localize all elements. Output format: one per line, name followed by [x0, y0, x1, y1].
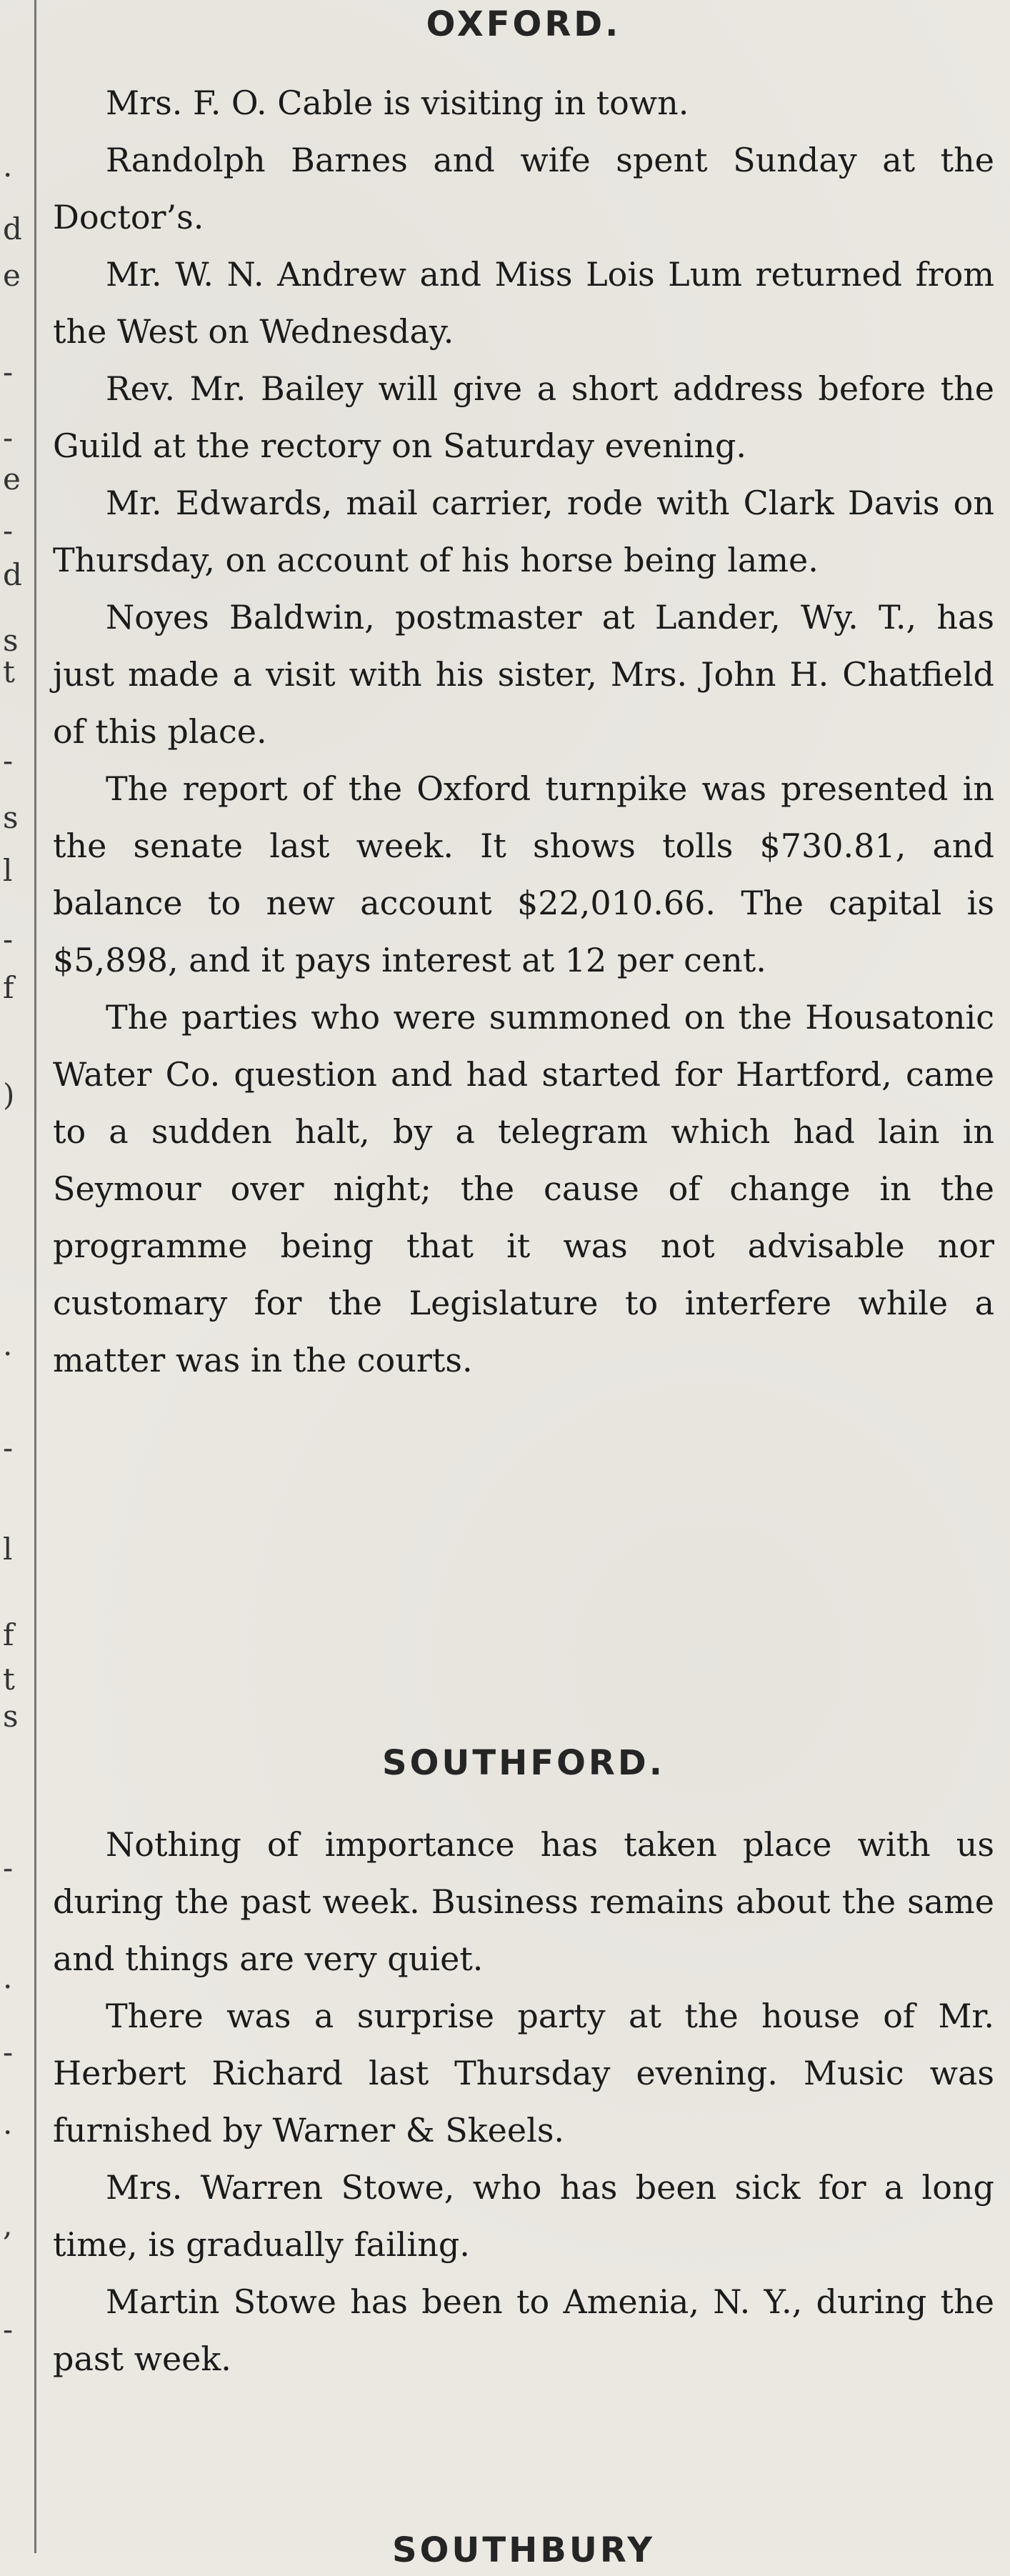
margin-fragment: ,	[3, 2207, 13, 2242]
margin-fragment: e	[3, 461, 21, 496]
margin-fragment: l	[3, 853, 13, 888]
margin-fragment: f	[3, 1617, 14, 1652]
margin-fragment: .	[3, 1327, 13, 1362]
margin-fragment: -	[3, 2312, 14, 2347]
margin-fragment: d	[3, 211, 22, 246]
section-heading-oxford: OXFORD.	[426, 4, 621, 44]
article-southford	[53, 1816, 994, 2387]
article-oxford	[53, 74, 994, 1389]
news-item: Mrs. F. O. Cable is visiting in town.	[106, 84, 689, 122]
margin-fragment: f	[3, 970, 14, 1005]
margin-fragment: .	[3, 1960, 13, 1995]
column-rule	[34, 0, 36, 2553]
news-item: Nothing of importance has taken place with us during the past week. Business remains about the same and things are very quiet.	[53, 1825, 994, 1978]
news-item: Mr. Edwards, mail carrier, rode with Clark Davis on Thursday, on account of his horse being lame.	[53, 484, 994, 579]
margin-fragment: -	[3, 1430, 14, 1465]
margin-fragment: )	[3, 1077, 15, 1112]
margin-fragment: .	[3, 149, 13, 184]
margin-fragment: d	[3, 557, 22, 592]
margin-fragment: -	[3, 743, 14, 778]
margin-fragment: -	[3, 420, 14, 455]
margin-fragment: -	[3, 513, 14, 548]
news-item: Randolph Barnes and wife spent Sunday at the Doctor’s.	[53, 141, 994, 236]
margin-fragment: -	[3, 1850, 14, 1885]
news-item: Martin Stowe has been to Amenia, N. Y., during the past week.	[53, 2282, 994, 2378]
news-item: Mrs. Warren Stowe, who has been sick for a long time, is gradually failing.	[53, 2168, 994, 2264]
margin-fragment: .	[3, 2106, 13, 2141]
section-heading-southbury	[53, 2525, 994, 2570]
margin-fragment: s	[3, 623, 19, 658]
margin-fragment: t	[3, 654, 15, 689]
news-item: Rev. Mr. Bailey will give a short address before the Guild at the rectory on Saturday evening.	[53, 369, 994, 465]
margin-fragment: e	[3, 258, 21, 293]
news-item: Mr. W. N. Andrew and Miss Lois Lum returned from the West on Wednesday.	[53, 255, 994, 351]
margin-fragment: s	[3, 800, 19, 835]
margin-fragment: s	[3, 1699, 19, 1734]
adjacent-column-fragments	[0, 0, 34, 2553]
margin-fragment: l	[3, 1532, 13, 1567]
news-column	[53, 4, 994, 2570]
margin-fragment: -	[3, 354, 14, 389]
margin-fragment: t	[3, 1662, 15, 1697]
news-item: There was a surprise party at the house of Mr. Herbert Richard last Thursday evening. Music was furnished by Warner & Skeels.	[53, 1997, 994, 2150]
news-item: The parties who were summoned on the Housatonic Water Co. question and had started for Hartford, came to a sudden halt, by a telegram which had lain in Seymour over night; the cause of change in the programme being that it was not advisable nor customary for the Legislature to interfere while a matter was in the courts.	[53, 998, 994, 1379]
section-heading-southbury-text: SOUTHBURY	[392, 2530, 655, 2570]
margin-fragment: -	[3, 2035, 14, 2070]
section-heading-southford: SOUTHFORD.	[382, 1743, 665, 1783]
news-item: Noyes Baldwin, postmaster at Lander, Wy. T., has just made a visit with his sister, Mrs. John H. Chatfield of this place.	[53, 598, 994, 751]
margin-fragment: -	[3, 922, 14, 957]
news-item: The report of the Oxford turnpike was presented in the senate last week. It shows tolls $730.81, and balance to new account $22,010.66. The capital is $5,898, and it pays interest at 12 per cent.	[53, 769, 994, 979]
